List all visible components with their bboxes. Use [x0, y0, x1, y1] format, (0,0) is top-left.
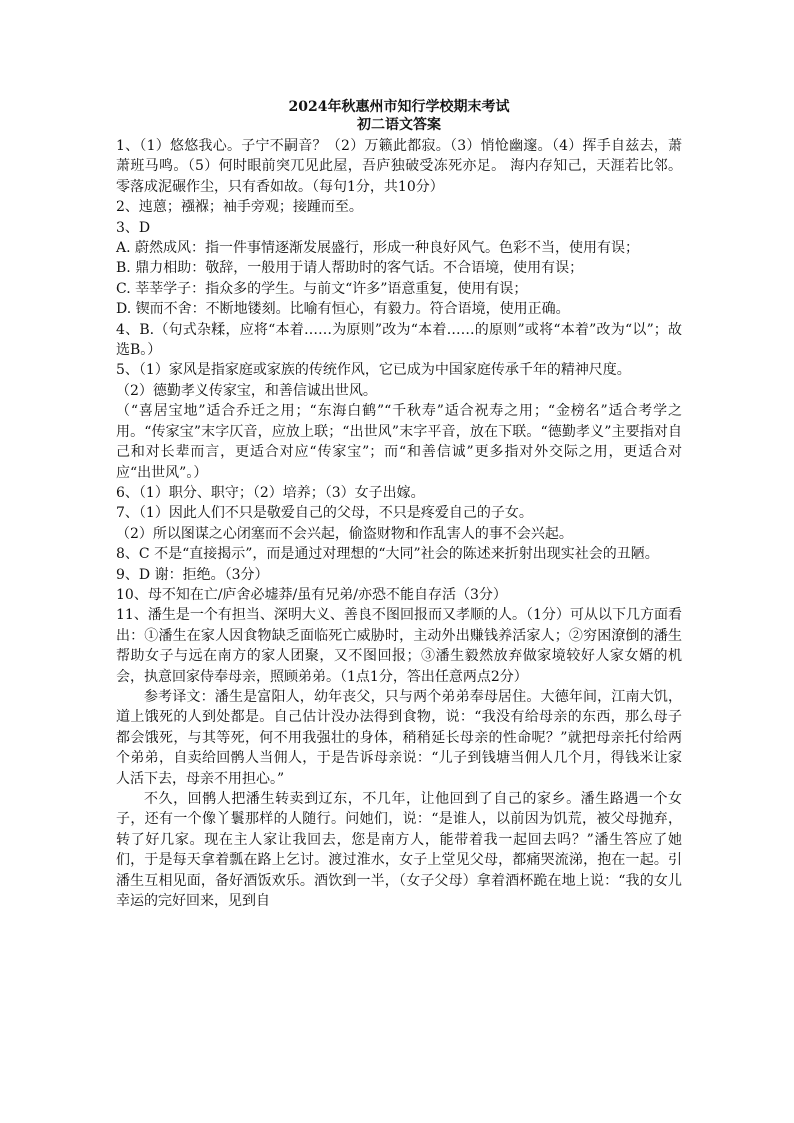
- answer-5-explanation: （“喜居宝地”适合乔迁之用；“东海白鹤”“千秋寿”适合祝寿之用；“金榜名”适合考学之用。“传家宝”末字仄音，应放上联；“出世风”末字平音，放在下联。“德勤孝义”主要指对自己和对长辈而言，更适合对应“传家宝”；而“和善信诚”更多指对外交际之用，更适合对应“出世风”。）: [116, 403, 682, 481]
- answer-4: 4、B.（句式杂糅，应将“本着……为原则”改为“本着……的原则”或将“本着”改为“以”；故选B。）: [116, 321, 682, 359]
- answer-3-option-c: C. 莘莘学子：指众多的学生。与前文“许多”语意重复，使用有误；: [116, 280, 528, 297]
- answer-7-part-2: （2）所以图谋之心闭塞而不会兴起，偷盗财物和作乱害人的事不会兴起。: [116, 525, 573, 542]
- answer-9: 9、D 谢：拒绝。（3分）: [116, 566, 269, 583]
- answer-11: 11、潘生是一个有担当、深明大义、善良不图回报而又孝顺的人。（1分）可从以下几方面看出：①潘生在家人因食物缺乏面临死亡威胁时，主动外出赚钱养活家人；②穷困潦倒的潘生帮助女子与远在南方的家人团聚，又不图回报；③潘生毅然放弃做家境较好人家女婿的机会，执意回家侍奉母亲，照顾弟弟。（1点1分，答出任意两点2分）: [116, 607, 682, 685]
- translation-paragraph-2: 不久，回鹘人把潘生转卖到辽东，不几年，让他回到了自己的家乡。潘生路遇一个女子，还有一个像丫鬟那样的人随行。问她们，说：“是谁人，以前因为饥荒，被父母抛弃，转了好几家。现在主人家让我回去，您是南方人，能带着我一起回去吗？”潘生答应了她们，于是每天拿着瓢在路上乞讨。渡过淮水，女子上堂见父母，都痛哭流涕，抱在一起。引潘生互相见面，备好酒饭欢乐。酒饮到一半，（女子父母）拿着酒杯跪在地上说：“我的女儿幸运的完好回来，见到自: [116, 791, 682, 910]
- answer-1: 1、（1）悠悠我心。子宁不嗣音？（2）万籁此都寂。（3）悄怆幽邃。（4）挥手自兹去，萧萧班马鸣。（5）何时眼前突兀见此屋，吾庐独破受冻死亦足。 海内存知己，天涯若比邻。 零落成泥碾作尘，只有香如故。（每句1分，共10分）: [116, 138, 682, 195]
- document-title: 2024年秋惠州市知行学校期末考试: [288, 99, 510, 115]
- document-body: [116, 98, 682, 911]
- answer-3-option-d: D. 锲而不舍：不断地镂刻。比喻有恒心，有毅力。符合语境，使用正确。: [116, 301, 570, 318]
- answer-6: 6、（1）职分、职守；（2）培养；（3）女子出嫁。: [116, 484, 425, 501]
- answer-7-part-1: 7、（1）因此人们不只是敬爱自己的父母，不只是疼爱自己的子女。: [116, 505, 533, 522]
- answer-3-option-a: A. 蔚然成风：指一件事情逐渐发展盛行，形成一种良好风气。色彩不当，使用有误；: [116, 240, 640, 257]
- answer-2: 2、迍蒽；襁褓；袖手旁观；接踵而至。: [116, 199, 363, 216]
- answer-10: 10、母不知在亡/庐舍必墟莽/虽有兄弟/亦恐不能自存活（3分）: [116, 586, 507, 603]
- answer-5-part-1: 5、（1）家风是指家庭或家族的传统作风，它已成为中国家庭传承千年的精神尺度。: [116, 362, 631, 379]
- answer-8: 8、C 不是“直接揭示”，而是通过对理想的“大同”社会的陈述来折射出现实社会的丑陋。: [116, 546, 659, 563]
- answer-5-part-2: （2）德勤孝义传家宝，和善信诚出世风。: [116, 382, 377, 399]
- answer-3: 3、D: [116, 219, 151, 236]
- document-subtitle: 初二语文答案: [357, 117, 441, 133]
- answer-3-option-b: B. 鼎力相助：敬辞，一般用于请人帮助时的客气话。不合语境，使用有误；: [116, 260, 584, 277]
- translation-paragraph-1: 参考译文：潘生是富阳人，幼年丧父，只与两个弟弟奉母居住。大德年间，江南大饥，道上饿死的人到处都是。自己估计没办法得到食物，说：“我没有给母亲的东西，那么母子都会饿死，与其等死，何不用我强壮的身体，稍稍延长母亲的性命呢？”就把母亲托付给两个弟弟，自卖给回鹘人当佣人，于是告诉母亲说：“儿子到钱塘当佣人几个月，得钱米让家人活下去，母亲不用担心。”: [116, 688, 682, 787]
